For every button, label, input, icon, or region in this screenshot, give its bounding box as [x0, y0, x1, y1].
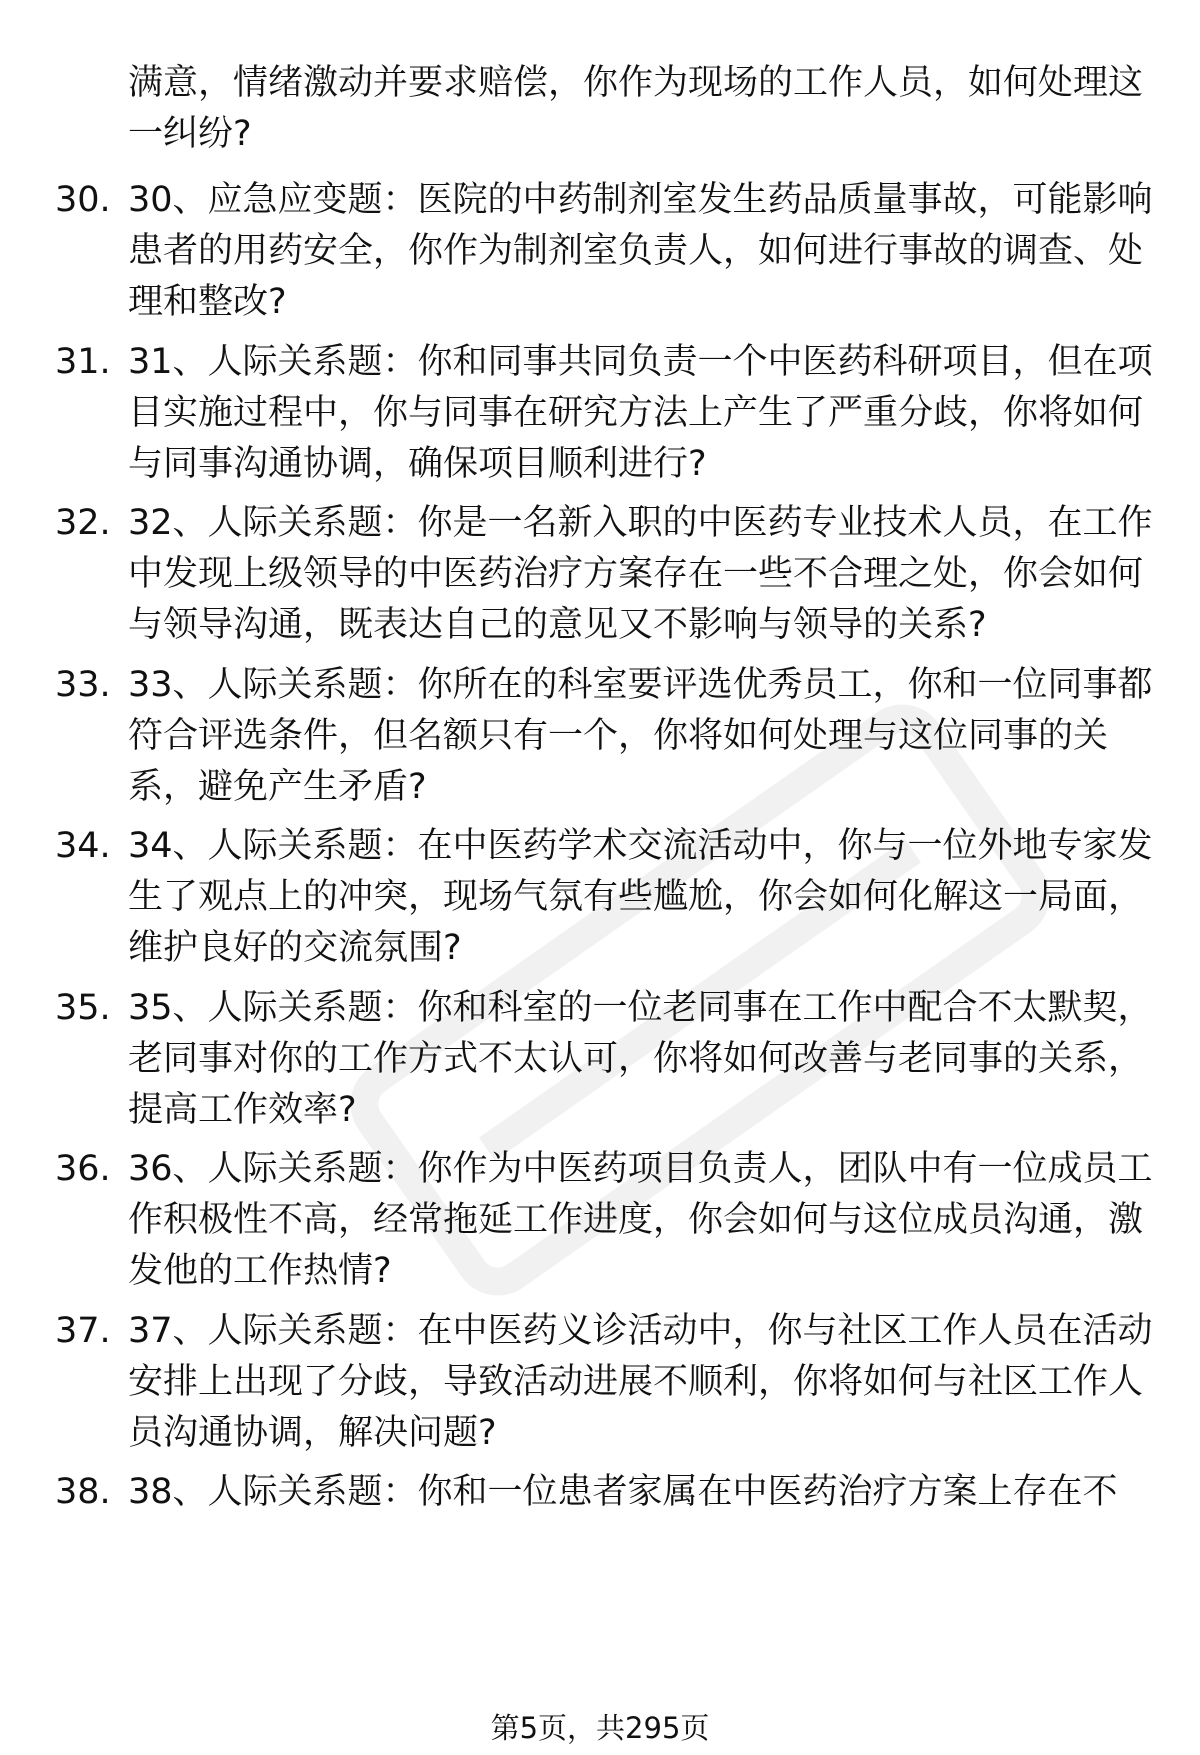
list-item-number: 33.: [55, 665, 111, 705]
list-item-text: 31、人际关系题：你和同事共同负责一个中医药科研项目，但在项目实施过程中，你与同事在研究方法上产生了严重分歧，你将如何与同事沟通协调，确保项目顺利进行?: [128, 342, 1153, 484]
list-item-text: 33、人际关系题：你所在的科室要评选优秀员工，你和一位同事都符合评选条件，但名额只有一个，你将如何处理与这位同事的关系，避免产生矛盾?: [128, 665, 1153, 807]
list-item-number: 37.: [55, 1311, 111, 1351]
list-item-text: 36、人际关系题：你作为中医药项目负责人，团队中有一位成员工作积极性不高，经常拖延工作进度，你会如何与这位成员沟通，激发他的工作热情?: [128, 1149, 1153, 1291]
list-item-text: 37、人际关系题：在中医药义诊活动中，你与社区工作人员在活动安排上出现了分歧，导致活动进展不顺利，你将如何与社区工作人员沟通协调，解决问题?: [128, 1311, 1153, 1453]
list-item-text: 38、人际关系题：你和一位患者家属在中医药治疗方案上存在不: [128, 1472, 1118, 1512]
list-item-number: 30.: [55, 180, 111, 220]
list-item-number: 31.: [55, 342, 111, 382]
list-item-number: 34.: [55, 826, 111, 866]
list-item-number: 38.: [55, 1472, 111, 1512]
list-item-text: 32、人际关系题：你是一名新入职的中医药专业技术人员，在工作中发现上级领导的中医药治疗方案存在一些不合理之处，你会如何与领导沟通，既表达自己的意见又不影响与领导的关系?: [128, 503, 1153, 645]
list-item-number: 32.: [55, 503, 111, 543]
list-item-number: 36.: [55, 1149, 111, 1189]
list-item-text: 30、应急应变题：医院的中药制剂室发生药品质量事故，可能影响患者的用药安全，你作为制剂室负责人，如何进行事故的调查、处理和整改?: [128, 180, 1153, 322]
list-item-number: 35.: [55, 988, 111, 1028]
list-item-text: 34、人际关系题：在中医药学术交流活动中，你与一位外地专家发生了观点上的冲突，现场气氛有些尴尬，你会如何化解这一局面，维护良好的交流氛围?: [128, 826, 1153, 968]
page-footer: 第5页，共295页: [490, 1711, 710, 1745]
list-item-text: 35、人际关系题：你和科室的一位老同事在工作中配合不太默契，老同事对你的工作方式不太认可，你将如何改善与老同事的关系，提高工作效率?: [128, 988, 1153, 1130]
continuation-paragraph: 满意，情绪激动并要求赔偿，你作为现场的工作人员，如何处理这一纠纷?: [128, 63, 1144, 154]
